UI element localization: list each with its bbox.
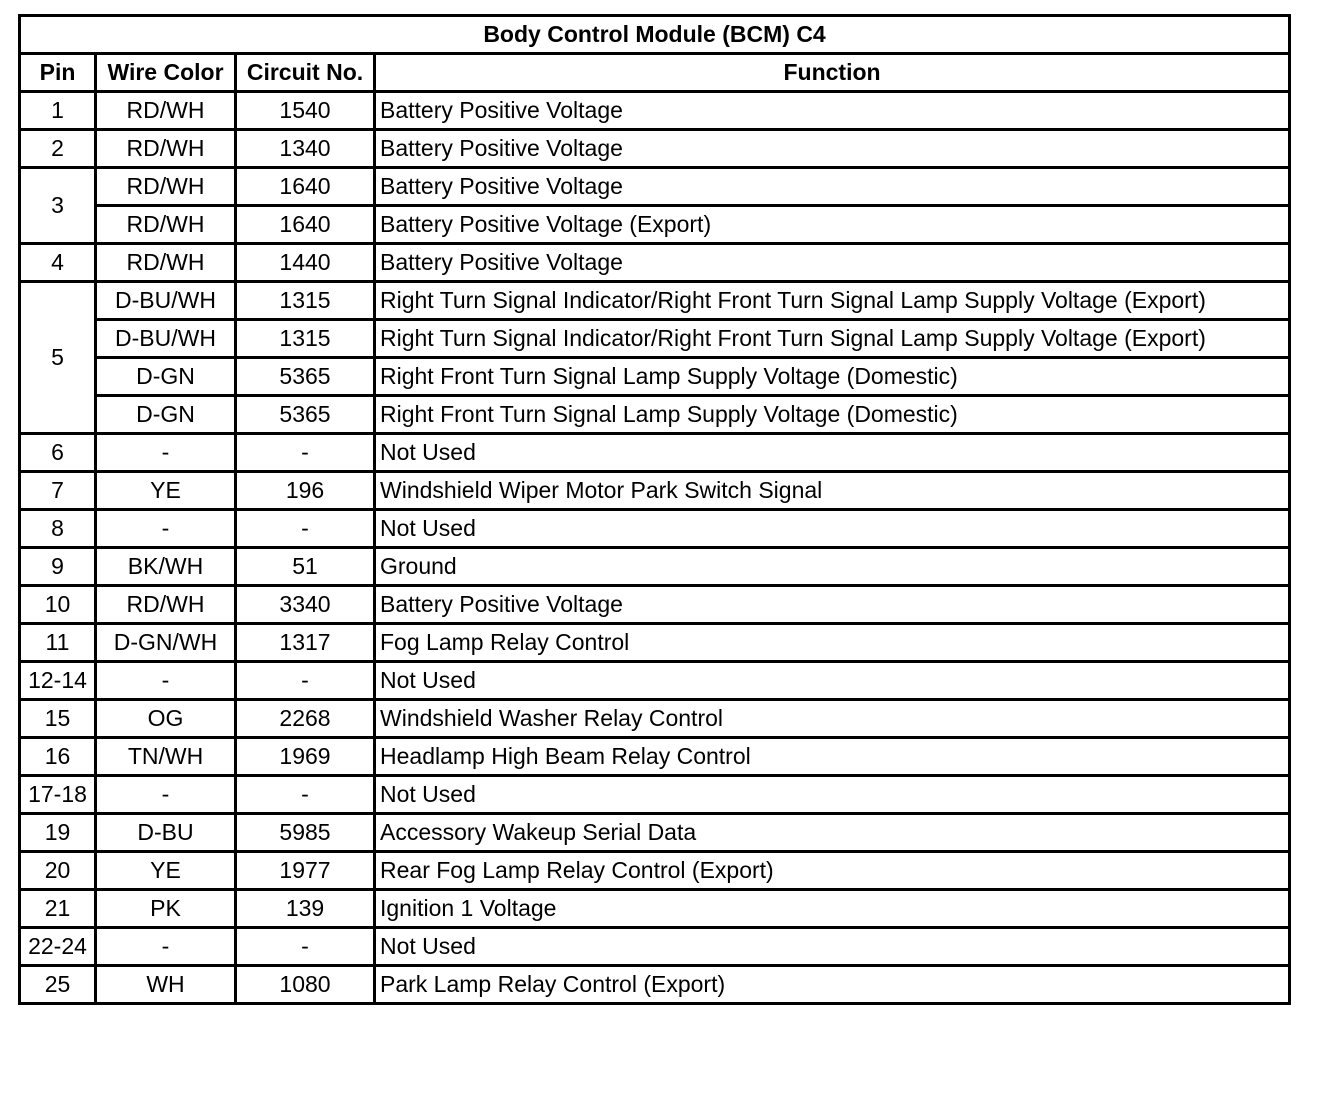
table-row [20, 320, 1290, 358]
circuit-number-cell: - [236, 928, 375, 966]
pin-cell: 12-14 [20, 662, 96, 700]
table-row [20, 396, 1290, 434]
header-wire-color: Wire Color [96, 54, 236, 92]
table-row [20, 852, 1290, 890]
circuit-number-cell: - [236, 434, 375, 472]
function-cell: Rear Fog Lamp Relay Control (Export) [375, 852, 1290, 890]
table-row [20, 510, 1290, 548]
wire-color-cell: D-GN [96, 396, 236, 434]
pin-cell: 16 [20, 738, 96, 776]
wire-color-cell: RD/WH [96, 168, 236, 206]
pinout-table [18, 14, 1291, 1005]
function-cell: Right Turn Signal Indicator/Right Front Turn Signal Lamp Supply Voltage (Export) [375, 282, 1290, 320]
table-row [20, 776, 1290, 814]
function-cell: Not Used [375, 928, 1290, 966]
header-function: Function [375, 54, 1290, 92]
circuit-number-cell: 1315 [236, 320, 375, 358]
circuit-number-cell: 1315 [236, 282, 375, 320]
pinout-table-body [20, 92, 1290, 1004]
connector-pinout-sheet [18, 14, 1288, 1005]
function-cell: Headlamp High Beam Relay Control [375, 738, 1290, 776]
table-row [20, 282, 1290, 320]
circuit-number-cell: 2268 [236, 700, 375, 738]
wire-color-cell: - [96, 662, 236, 700]
function-cell: Battery Positive Voltage [375, 168, 1290, 206]
table-row [20, 472, 1290, 510]
wire-color-cell: WH [96, 966, 236, 1004]
wire-color-cell: BK/WH [96, 548, 236, 586]
circuit-number-cell: - [236, 776, 375, 814]
function-cell: Ground [375, 548, 1290, 586]
circuit-number-cell: 139 [236, 890, 375, 928]
wire-color-cell: RD/WH [96, 244, 236, 282]
wire-color-cell: - [96, 510, 236, 548]
circuit-number-cell: 3340 [236, 586, 375, 624]
wire-color-cell: RD/WH [96, 586, 236, 624]
pin-cell: 6 [20, 434, 96, 472]
pin-cell: 10 [20, 586, 96, 624]
pin-cell: 17-18 [20, 776, 96, 814]
table-row [20, 814, 1290, 852]
pin-cell: 15 [20, 700, 96, 738]
function-cell: Right Front Turn Signal Lamp Supply Voltage (Domestic) [375, 396, 1290, 434]
wire-color-cell: TN/WH [96, 738, 236, 776]
circuit-number-cell: 1640 [236, 168, 375, 206]
table-title-row [20, 16, 1290, 54]
table-row [20, 624, 1290, 662]
wire-color-cell: PK [96, 890, 236, 928]
table-row [20, 700, 1290, 738]
circuit-number-cell: 5985 [236, 814, 375, 852]
wire-color-cell: YE [96, 472, 236, 510]
wire-color-cell: - [96, 434, 236, 472]
circuit-number-cell: 1440 [236, 244, 375, 282]
wire-color-cell: D-GN/WH [96, 624, 236, 662]
circuit-number-cell: 1340 [236, 130, 375, 168]
circuit-number-cell: 1977 [236, 852, 375, 890]
function-cell: Windshield Washer Relay Control [375, 700, 1290, 738]
column-header-row [20, 54, 1290, 92]
table-row [20, 548, 1290, 586]
pin-cell: 1 [20, 92, 96, 130]
pin-cell: 25 [20, 966, 96, 1004]
pin-cell: 20 [20, 852, 96, 890]
table-row [20, 358, 1290, 396]
circuit-number-cell: 5365 [236, 396, 375, 434]
table-row [20, 206, 1290, 244]
circuit-number-cell: 1317 [236, 624, 375, 662]
pin-cell: 8 [20, 510, 96, 548]
function-cell: Fog Lamp Relay Control [375, 624, 1290, 662]
function-cell: Battery Positive Voltage [375, 92, 1290, 130]
function-cell: Not Used [375, 510, 1290, 548]
table-row [20, 890, 1290, 928]
table-row [20, 92, 1290, 130]
function-cell: Right Front Turn Signal Lamp Supply Voltage (Domestic) [375, 358, 1290, 396]
function-cell: Battery Positive Voltage [375, 130, 1290, 168]
circuit-number-cell: 1969 [236, 738, 375, 776]
function-cell: Battery Positive Voltage [375, 586, 1290, 624]
table-row [20, 928, 1290, 966]
circuit-number-cell: - [236, 510, 375, 548]
function-cell: Park Lamp Relay Control (Export) [375, 966, 1290, 1004]
wire-color-cell: RD/WH [96, 130, 236, 168]
wire-color-cell: RD/WH [96, 206, 236, 244]
wire-color-cell: RD/WH [96, 92, 236, 130]
function-cell: Not Used [375, 662, 1290, 700]
function-cell: Not Used [375, 434, 1290, 472]
header-circuit-no: Circuit No. [236, 54, 375, 92]
wire-color-cell: - [96, 928, 236, 966]
table-row [20, 130, 1290, 168]
wire-color-cell: D-BU/WH [96, 282, 236, 320]
pin-cell: 11 [20, 624, 96, 662]
table-row [20, 434, 1290, 472]
pin-cell: 7 [20, 472, 96, 510]
table-row [20, 244, 1290, 282]
circuit-number-cell: 5365 [236, 358, 375, 396]
wire-color-cell: - [96, 776, 236, 814]
wire-color-cell: OG [96, 700, 236, 738]
circuit-number-cell: 1640 [236, 206, 375, 244]
table-row [20, 662, 1290, 700]
wire-color-cell: D-GN [96, 358, 236, 396]
function-cell: Ignition 1 Voltage [375, 890, 1290, 928]
pin-cell: 3 [20, 168, 96, 244]
pin-cell: 5 [20, 282, 96, 434]
circuit-number-cell: 196 [236, 472, 375, 510]
table-row [20, 586, 1290, 624]
pin-cell: 21 [20, 890, 96, 928]
wire-color-cell: D-BU/WH [96, 320, 236, 358]
header-pin: Pin [20, 54, 96, 92]
wire-color-cell: YE [96, 852, 236, 890]
table-row [20, 738, 1290, 776]
function-cell: Battery Positive Voltage [375, 244, 1290, 282]
wire-color-cell: D-BU [96, 814, 236, 852]
circuit-number-cell: 1540 [236, 92, 375, 130]
table-row [20, 168, 1290, 206]
circuit-number-cell: - [236, 662, 375, 700]
function-cell: Not Used [375, 776, 1290, 814]
table-row [20, 966, 1290, 1004]
function-cell: Right Turn Signal Indicator/Right Front Turn Signal Lamp Supply Voltage (Export) [375, 320, 1290, 358]
pin-cell: 2 [20, 130, 96, 168]
circuit-number-cell: 51 [236, 548, 375, 586]
pin-cell: 4 [20, 244, 96, 282]
pin-cell: 9 [20, 548, 96, 586]
circuit-number-cell: 1080 [236, 966, 375, 1004]
pin-cell: 22-24 [20, 928, 96, 966]
function-cell: Windshield Wiper Motor Park Switch Signal [375, 472, 1290, 510]
table-title: Body Control Module (BCM) C4 [20, 16, 1290, 54]
function-cell: Accessory Wakeup Serial Data [375, 814, 1290, 852]
pin-cell: 19 [20, 814, 96, 852]
function-cell: Battery Positive Voltage (Export) [375, 206, 1290, 244]
